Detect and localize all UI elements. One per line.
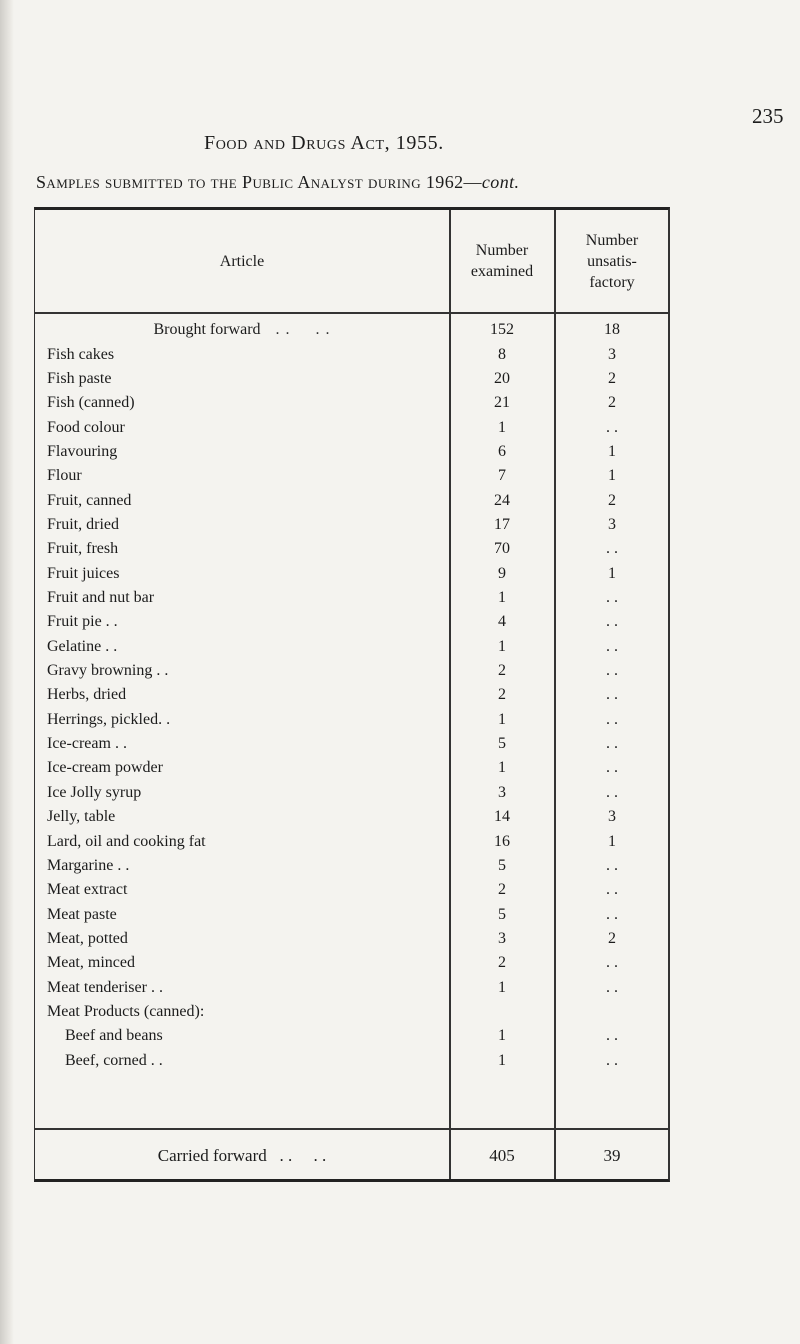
row-unsatisfactory: . .: [606, 735, 618, 753]
page-title: Food and Drugs Act, 1955.: [204, 132, 444, 154]
row-article: Flour: [47, 467, 82, 485]
row-unsatisfactory: . .: [606, 783, 618, 801]
row-unsatisfactory: . .: [606, 759, 618, 777]
row-unsatisfactory: 3: [608, 515, 616, 533]
row-examined: 2: [498, 662, 506, 680]
page-binding-edge: [0, 0, 14, 1344]
table-row: [35, 1051, 669, 1075]
table-row: [35, 929, 669, 953]
row-examined: 1: [498, 978, 506, 996]
row-article: Fruit, canned: [47, 491, 132, 509]
brought-forward-examined: 152: [490, 321, 514, 338]
table-row: [35, 612, 669, 636]
table-row: [35, 393, 669, 417]
row-article: Fruit and nut bar: [47, 589, 155, 606]
row-examined: 20: [494, 369, 510, 387]
row-unsatisfactory: 2: [608, 491, 616, 509]
row-unsatisfactory: 2: [608, 394, 616, 412]
brought-forward-label: [35, 321, 449, 339]
subtitle-text: Samples submitted to the Public Analyst during 1962: [36, 172, 464, 192]
table-row: [35, 905, 669, 929]
table-row: [35, 710, 669, 734]
row-article: Fish paste: [47, 369, 112, 387]
row-examined: 5: [498, 856, 506, 874]
table-row: [35, 1002, 669, 1026]
row-article: Meat, potted: [47, 929, 128, 947]
brought-forward-text: Brought forward: [153, 321, 261, 338]
row-unsatisfactory: . .: [606, 637, 618, 655]
header-article-label: Article: [219, 252, 265, 270]
table-row: [35, 539, 669, 563]
table-row: [35, 515, 669, 539]
row-unsatisfactory: . .: [606, 1051, 618, 1069]
row-article: Beef and beans: [65, 1027, 163, 1045]
row-unsatisfactory: 2: [608, 929, 616, 947]
leader-dots: . . . .: [260, 321, 331, 338]
row-examined: 70: [494, 540, 510, 558]
header-unsatisfactory-line: factory: [589, 273, 635, 291]
row-article: Gravy browning . .: [47, 662, 169, 680]
row-unsatisfactory: . .: [606, 662, 618, 680]
row-article: Meat extract: [47, 881, 128, 899]
header-examined-line: examined: [470, 263, 534, 280]
table-row: [35, 369, 669, 393]
header-rule: [35, 312, 668, 314]
row-unsatisfactory: . .: [606, 418, 618, 436]
table-row: [35, 953, 669, 977]
row-article: Fruit juices: [47, 564, 120, 582]
row-examined: 5: [498, 735, 506, 753]
table-row: [35, 466, 669, 490]
table-row: [35, 418, 669, 442]
row-examined: 2: [498, 686, 506, 704]
row-article: Lard, oil and cooking fat: [47, 832, 206, 850]
row-unsatisfactory: 1: [608, 467, 616, 485]
page-subtitle: Samples submitted to the Public Analyst during 1962—cont.: [36, 172, 520, 192]
row-examined: 2: [498, 881, 506, 899]
row-unsatisfactory: . .: [606, 881, 618, 899]
header-unsatisfactory-line: unsatis-: [587, 252, 637, 270]
row-unsatisfactory: 2: [608, 369, 616, 387]
page-number: 235: [752, 104, 784, 128]
row-article: Ice Jolly syrup: [47, 783, 142, 801]
row-examined: 24: [494, 491, 510, 509]
table-row: [35, 734, 669, 758]
row-article: Gelatine . .: [47, 637, 118, 655]
carried-forward-unsatisfactory: 39: [603, 1146, 621, 1165]
row-article: Meat tenderiser . .: [47, 978, 163, 996]
table-row: [35, 832, 669, 856]
row-article: Herrings, pickled. .: [47, 710, 171, 728]
row-unsatisfactory: . .: [606, 613, 618, 631]
row-examined: 3: [498, 783, 506, 801]
row-unsatisfactory: . .: [606, 905, 618, 923]
carried-forward-text: Carried forward: [157, 1146, 267, 1165]
table-row: [35, 588, 669, 612]
row-unsatisfactory: . .: [606, 710, 618, 728]
header-unsatisfactory: [555, 210, 669, 312]
table-row: [35, 807, 669, 831]
row-examined: 21: [494, 394, 510, 412]
row-examined: 1: [498, 637, 506, 655]
row-article: Margarine . .: [47, 856, 130, 874]
row-examined: 2: [498, 954, 506, 972]
table-row: [35, 564, 669, 588]
table-row: [35, 345, 669, 369]
row-article: Fruit pie . .: [47, 613, 118, 631]
row-examined: 6: [498, 442, 506, 460]
row-examined: 17: [494, 515, 510, 533]
table-row: [35, 856, 669, 880]
row-examined: 1: [498, 759, 506, 777]
header-examined: [450, 210, 554, 312]
row-article: Beef, corned . .: [65, 1051, 163, 1069]
row-article: Fruit, dried: [47, 515, 119, 533]
header-article: [35, 210, 449, 312]
row-article: Meat Products (canned):: [47, 1002, 205, 1020]
table-row: [35, 442, 669, 466]
carried-forward-label: [35, 1146, 449, 1166]
row-unsatisfactory: 1: [608, 564, 616, 582]
row-examined: 1: [498, 1027, 506, 1045]
table-row: [35, 978, 669, 1002]
leader-dots: . . . .: [266, 1146, 327, 1165]
row-examined: 3: [498, 929, 506, 947]
row-article: Ice-cream . .: [47, 735, 127, 753]
table-row: [35, 661, 669, 685]
row-unsatisfactory: . .: [606, 540, 618, 558]
row-examined: 1: [498, 589, 506, 606]
row-article: Fish (canned): [47, 394, 135, 412]
header-unsatisfactory-line: Number: [585, 231, 639, 249]
row-unsatisfactory: . .: [606, 589, 618, 606]
row-examined: 7: [498, 467, 506, 485]
row-article: Flavouring: [47, 442, 118, 460]
row-unsatisfactory: . .: [606, 1027, 618, 1045]
row-unsatisfactory: . .: [606, 978, 618, 996]
row-examined: 1: [498, 418, 506, 436]
row-examined: 5: [498, 905, 506, 923]
table-row: [35, 491, 669, 515]
row-unsatisfactory: 1: [608, 832, 616, 850]
row-article: Fruit, fresh: [47, 540, 119, 558]
samples-table: [34, 207, 670, 1182]
row-article: Ice-cream powder: [47, 759, 163, 777]
row-examined: 1: [498, 1051, 506, 1069]
row-unsatisfactory: 3: [608, 808, 616, 826]
table-row: [35, 880, 669, 904]
row-examined: 8: [498, 345, 506, 363]
carried-forward-row: [35, 1130, 669, 1182]
row-examined: 4: [498, 613, 506, 631]
row-article: Meat paste: [47, 905, 117, 923]
row-article: Herbs, dried: [47, 686, 127, 704]
row-unsatisfactory: . .: [606, 954, 618, 972]
brought-forward-unsatisfactory: 18: [604, 321, 620, 338]
table-row: [35, 1026, 669, 1050]
table-row: [35, 758, 669, 782]
row-examined: 1: [498, 710, 506, 728]
carried-forward-examined: 405: [489, 1146, 515, 1165]
subtitle-cont: cont.: [481, 172, 520, 192]
row-article: Meat, minced: [47, 954, 135, 972]
row-examined: 9: [498, 564, 506, 582]
row-article: Jelly, table: [47, 808, 116, 826]
table-row: [35, 637, 669, 661]
row-unsatisfactory: 1: [608, 442, 616, 460]
table-row: [35, 783, 669, 807]
row-unsatisfactory: 3: [608, 345, 616, 363]
row-unsatisfactory: . .: [606, 686, 618, 704]
row-article: Fish cakes: [47, 345, 115, 363]
brought-forward-row: [35, 320, 669, 344]
header-examined-line: Number: [475, 242, 529, 259]
row-examined: 14: [494, 808, 510, 826]
table-row: [35, 685, 669, 709]
row-unsatisfactory: . .: [606, 856, 618, 874]
row-article: Food colour: [47, 418, 125, 436]
row-examined: 16: [494, 832, 510, 850]
